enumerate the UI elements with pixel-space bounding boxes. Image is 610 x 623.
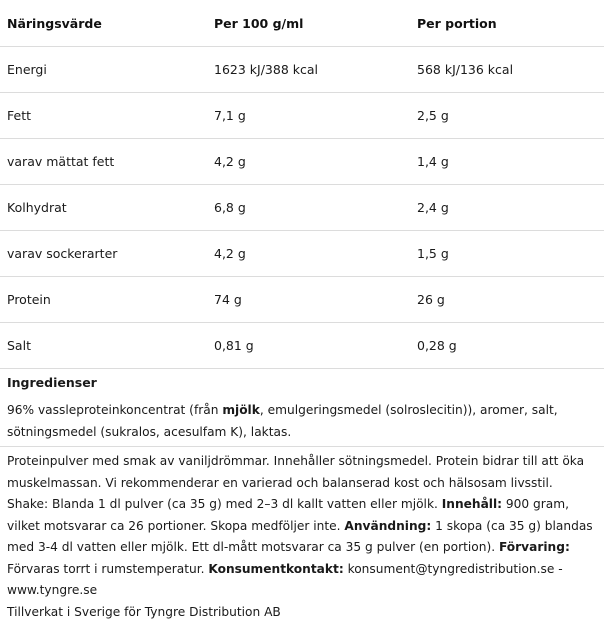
- value-per-portion: 2,5 g: [410, 93, 604, 139]
- value-per-100g: 1623 kJ/388 kcal: [207, 47, 410, 93]
- product-description: [7, 451, 597, 623]
- content-label: Innehåll:: [441, 497, 503, 511]
- nutrition-header-row: [0, 0, 604, 47]
- value-per-100g: 4,2 g: [207, 231, 410, 277]
- value-per-portion: 568 kJ/136 kcal: [410, 47, 604, 93]
- value-per-100g: 4,2 g: [207, 139, 410, 185]
- storage-label: Förvaring:: [498, 540, 570, 554]
- manufacturer-text: Tillverkat i Sverige för Tyngre Distribution AB: [7, 604, 281, 619]
- allergen-highlight: mjölk: [222, 403, 260, 417]
- nutrient-name: Kolhydrat: [0, 185, 207, 231]
- table-row: [0, 185, 604, 231]
- description-intro: Proteinpulver med smak av vaniljdrömmar. Innehåller sötningsmedel. Protein bidrar till att öka muskelmassan. Vi rekommenderar en varierad och balanserad kost och hälsosam livsstil. Shake: Blanda 1 dl pulver (ca 35 g) med 2–3 dl kallt vatten eller mjölk.: [7, 454, 585, 511]
- nutrient-name: Salt: [0, 323, 207, 369]
- header-nutrient: Näringsvärde: [0, 0, 207, 47]
- contact-label: Konsumentkontakt:: [208, 561, 344, 576]
- nutrient-name: Fett: [0, 93, 207, 139]
- usage-text: 1 skopa (ca 35 g) blandas med 3-4 dl vatten eller mjölk. Ett dl-mått motsvarar ca 35 g pulver (en portion).: [7, 518, 593, 554]
- content-text: 900 gram, vilket motsvarar ca 26 portioner. Skopa medföljer inte.: [7, 497, 570, 533]
- section-divider: [0, 446, 604, 447]
- header-per-100g: Per 100 g/ml: [207, 0, 410, 47]
- table-row: [0, 139, 604, 185]
- value-per-portion: 1,4 g: [410, 139, 604, 185]
- value-per-portion: 2,4 g: [410, 185, 604, 231]
- nutrient-name: Protein: [0, 277, 207, 323]
- value-per-portion: 0,28 g: [410, 323, 604, 369]
- contact-text: konsument@tyngredistribution.se - www.tyngre.se: [7, 561, 563, 597]
- value-per-100g: 7,1 g: [207, 93, 410, 139]
- value-per-100g: 0,81 g: [207, 323, 410, 369]
- nutrient-name: varav sockerarter: [0, 231, 207, 277]
- table-row: [0, 47, 604, 93]
- table-row: [0, 93, 604, 139]
- table-row: [0, 323, 604, 369]
- nutrient-name: Energi: [0, 47, 207, 93]
- ingredients-heading: Ingredienser: [7, 375, 97, 390]
- header-per-portion: Per portion: [410, 0, 604, 47]
- ingredients-text-part: , emulgeringsmedel (solroslecitin)), aromer, salt, sötningsmedel (sukralos, acesulfam K), laktas.: [7, 403, 558, 439]
- nutrient-name: varav mättat fett: [0, 139, 207, 185]
- ingredients-text-part: 96% vassleproteinkoncentrat (från: [7, 403, 223, 417]
- table-row: [0, 277, 604, 323]
- usage-label: Användning:: [344, 518, 432, 533]
- value-per-100g: 74 g: [207, 277, 410, 323]
- table-row: [0, 231, 604, 277]
- value-per-100g: 6,8 g: [207, 185, 410, 231]
- value-per-portion: 1,5 g: [410, 231, 604, 277]
- value-per-portion: 26 g: [410, 277, 604, 323]
- ingredients-text: [7, 400, 597, 443]
- storage-text: Förvaras torrt i rumstemperatur.: [7, 561, 205, 576]
